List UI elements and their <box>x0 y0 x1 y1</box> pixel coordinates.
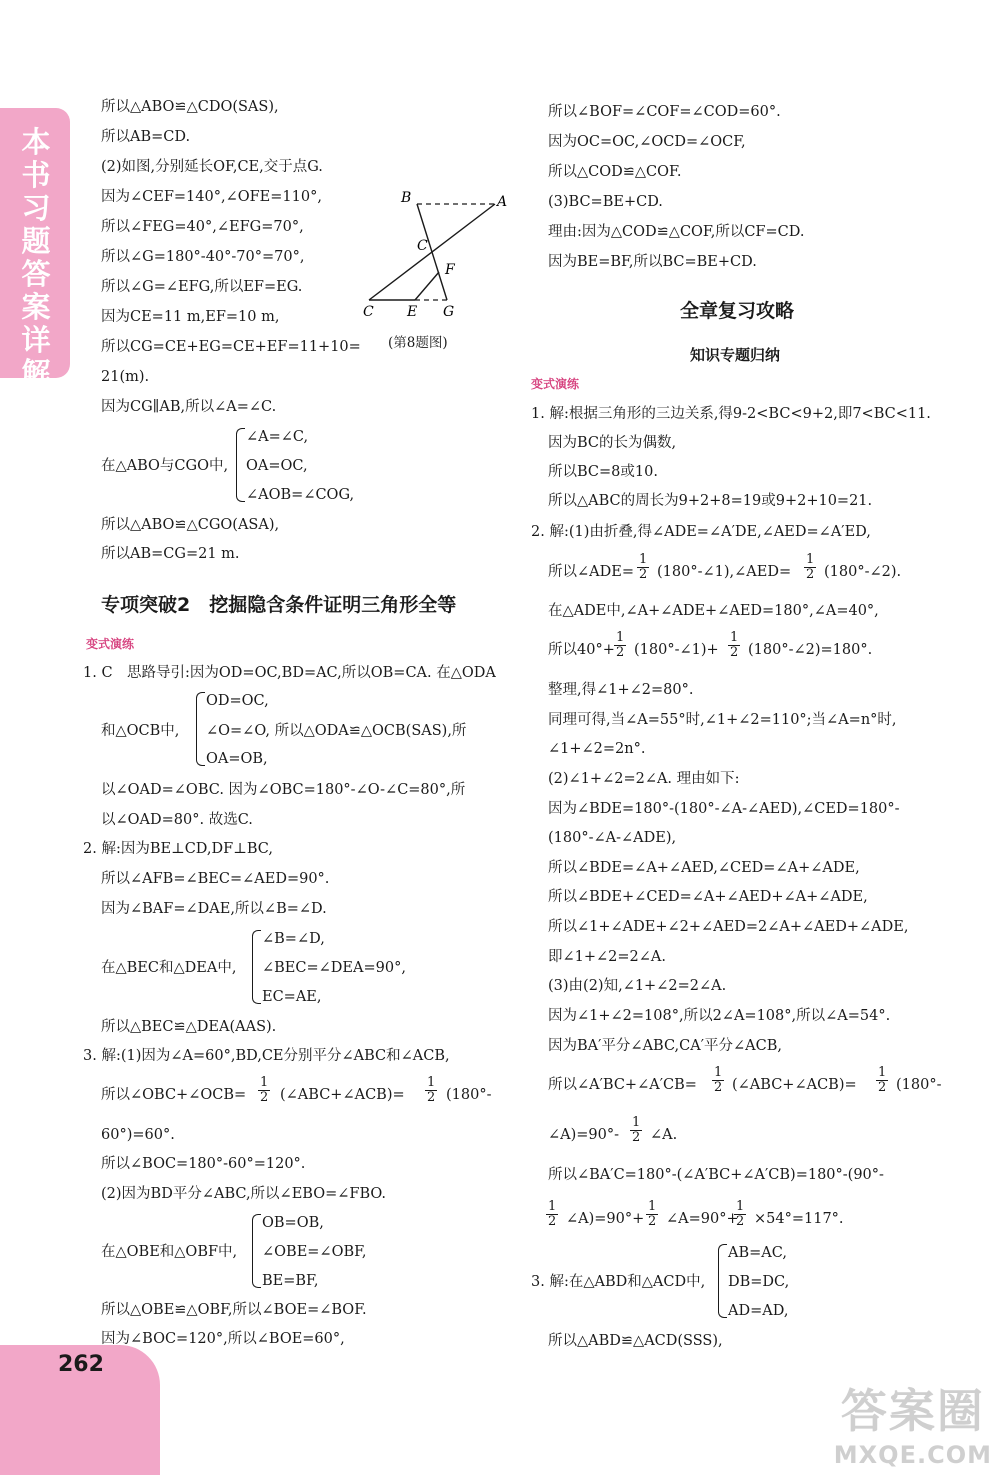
rq1-line: 因为BC的长为偶数, <box>548 435 677 451</box>
frac-den: 2 <box>632 1130 641 1145</box>
frac-num: 1 <box>648 1199 657 1214</box>
frac-num: 1 <box>427 1075 436 1090</box>
system-line: EC=AE, <box>262 989 322 1005</box>
q3-line: 因为∠BOC=120°,所以∠BOE=60°, <box>101 1331 345 1347</box>
left-line: 所以∠FEG=40°,∠EFG=70°, <box>101 219 304 235</box>
fraction-half <box>258 1076 270 1105</box>
left-line: 所以∠G=∠EFG,所以EF=EG. <box>101 279 303 295</box>
q1-line: 以∠OAD=80°. 故选C. <box>101 812 253 828</box>
left-line: 21(m). <box>101 369 150 385</box>
left-line: 所以△ABO≌△CDO(SAS), <box>101 99 279 115</box>
system-lead: 在△BEC和△DEA中, <box>101 960 237 976</box>
figure-label-b: B <box>401 190 412 206</box>
q3-line: 所以∠OBC+∠OCB= <box>101 1087 247 1103</box>
variant-tag: 变式演练 <box>86 637 135 651</box>
left-line: 因为CE=11 m,EF=10 m, <box>101 309 280 325</box>
rq2-line: 2. 解:(1)由折叠,得∠ADE=∠A′DE,∠AED=∠A′ED, <box>531 524 871 540</box>
figure-label-c: C <box>363 304 374 320</box>
rq2-line: (180°-∠2)=180°. <box>748 642 873 658</box>
q2-line: 2. 解:因为BE⊥CD,DF⊥BC, <box>83 841 273 857</box>
frac-den: 2 <box>878 1080 887 1095</box>
rq2-line: 所以∠1+∠ADE+∠2+∠AED=2∠A+∠AED+∠ADE, <box>548 919 909 935</box>
frac-den: 2 <box>616 645 625 660</box>
q1-line: 1. C 思路导引:因为OD=OC,BD=AC,所以OB=CA. 在△ODA <box>83 665 496 681</box>
figure-segment-ef <box>415 272 439 300</box>
q2-line: 所以∠AFB=∠BEC=∠AED=90°. <box>101 871 330 887</box>
brace <box>252 930 261 1004</box>
q3-line: (∠ABC+∠ACB)= <box>280 1087 405 1103</box>
rq2-line: 即∠1+∠2=2∠A. <box>548 949 667 965</box>
frac-den: 2 <box>548 1214 557 1229</box>
fraction-half <box>637 553 649 582</box>
rq2-line: 因为∠1+∠2=108°,所以2∠A=108°,所以∠A=54°. <box>548 1008 891 1024</box>
rq2-line: (180°-∠1),∠AED= <box>657 564 792 580</box>
variant-tag: 变式演练 <box>531 377 580 391</box>
system-line: BE=BF, <box>262 1273 319 1289</box>
rq2-line: ∠A=90°+ <box>666 1211 739 1227</box>
system-line: ∠B=∠D, <box>262 931 325 947</box>
frac-num: 1 <box>616 630 625 645</box>
left-line: 所以AB=CG=21 m. <box>101 546 240 562</box>
right-line: 所以∠BOF=∠COF=∠COD=60°. <box>548 104 781 120</box>
fraction-half <box>630 1116 642 1145</box>
system-line: ∠A=∠C, <box>246 429 309 445</box>
right-line: 所以△COD≌△COF. <box>548 164 682 180</box>
left-line: 所以AB=CD. <box>101 129 191 145</box>
figure-label-e: E <box>407 304 418 320</box>
page-number: 262 <box>58 1352 104 1377</box>
system-line: AB=AC, <box>728 1245 787 1261</box>
frac-num: 1 <box>730 630 739 645</box>
figure-label-f: F <box>445 262 455 278</box>
rq3-line: 所以△ABD≌△ACD(SSS), <box>548 1333 723 1349</box>
left-line: 因为CG∥AB,所以∠A=∠C. <box>101 399 277 415</box>
frac-num: 1 <box>806 552 815 567</box>
rq1-line: 1. 解:根据三角形的三边关系,得9-2<BC<9+2,即7<BC<11. <box>531 406 931 422</box>
rq2-line: 同理可得,当∠A=55°时,∠1+∠2=110°;当∠A=n°时, <box>548 712 897 728</box>
left-line: 因为∠CEF=140°,∠OFE=110°, <box>101 189 322 205</box>
side-tab <box>0 108 70 390</box>
system-line: OD=OC, <box>206 693 269 709</box>
system-line: OB=OB, <box>262 1215 324 1231</box>
fraction-half <box>425 1076 437 1105</box>
brace <box>252 1214 261 1288</box>
rq2-line: (∠ABC+∠ACB)= <box>732 1077 857 1093</box>
frac-num: 1 <box>714 1065 723 1080</box>
rq2-line: ∠A)=90°+ <box>566 1211 645 1227</box>
right-line: 因为OC=OC,∠OCD=∠OCF, <box>548 134 746 150</box>
figure-caption: (第8题图) <box>388 335 448 351</box>
fraction-half <box>614 631 626 660</box>
q3-line: 60°)=60°. <box>101 1127 175 1143</box>
figure-label-g: G <box>443 304 455 320</box>
rq2-line: (180°-∠1)+ <box>634 642 719 658</box>
rq2-line: 所以∠ADE= <box>548 564 634 580</box>
frac-den: 2 <box>427 1090 436 1105</box>
rq1-line: 所以△ABC的周长为9+2+8=19或9+2+10=21. <box>548 493 873 509</box>
frac-den: 2 <box>730 645 739 660</box>
right-line: (3)BC=BE+CD. <box>548 194 663 210</box>
q3-line: 所以∠BOC=180°-60°=120°. <box>101 1156 306 1172</box>
brace <box>236 428 245 502</box>
watermark-url: MXQE.COM <box>833 1441 992 1469</box>
q2-line: 所以△BEC≌△DEA(AAS). <box>101 1019 277 1035</box>
rq2-line: (180°- <box>896 1077 942 1093</box>
fraction-half <box>546 1200 558 1229</box>
frac-den: 2 <box>736 1214 745 1229</box>
fraction-half <box>712 1066 724 1095</box>
rq2-line: 因为∠BDE=180°-(180°-∠A-∠AED),∠CED=180°- <box>548 801 900 817</box>
watermark <box>834 1375 992 1469</box>
frac-den: 2 <box>260 1090 269 1105</box>
figure-label-c-top: C <box>417 238 428 254</box>
fraction-half <box>734 1200 746 1229</box>
chapter-title: 全章复习攻略 <box>680 300 795 322</box>
system-line: ∠AOB=∠COG, <box>246 487 355 503</box>
system-line: ∠O=∠O, 所以△ODA≌△OCB(SAS),所 <box>206 723 467 739</box>
system-line: OA=OB, <box>206 751 268 767</box>
rq2-line: ∠1+∠2=2n°. <box>548 741 646 757</box>
rq2-line: 所以∠BA′C=180°-(∠A′BC+∠A′CB)=180°-(90°- <box>548 1167 884 1183</box>
system-lead: 在△ABO与CGO中, <box>101 458 229 474</box>
rq2-line: (2)∠1+∠2=2∠A. 理由如下: <box>548 771 740 787</box>
fraction-half <box>646 1200 658 1229</box>
frac-den: 2 <box>639 567 648 582</box>
frac-num: 1 <box>632 1115 641 1130</box>
rq2-line: 所以40°+ <box>548 642 615 658</box>
rq2-line: 在△ADE中,∠A+∠ADE+∠AED=180°,∠A=40°, <box>548 603 879 619</box>
left-line: 所以∠G=180°-40°-70°=70°, <box>101 249 305 265</box>
side-tab-text: 本书习题答案详解 <box>21 125 51 390</box>
system-line: AD=AD, <box>728 1303 789 1319</box>
q3-line: 所以△OBE≌△OBF,所以∠BOE=∠BOF. <box>101 1302 367 1318</box>
frac-den: 2 <box>806 567 815 582</box>
fraction-half <box>804 553 816 582</box>
rq1-line: 所以BC=8或10. <box>548 464 658 480</box>
section2-title: 专项突破2 挖掘隐含条件证明三角形全等 <box>101 594 457 616</box>
frac-den: 2 <box>714 1080 723 1095</box>
system-line: OA=OC, <box>246 458 308 474</box>
rq2-line: ∠A)=90°- <box>548 1127 620 1143</box>
frac-num: 1 <box>548 1199 557 1214</box>
rq2-line: 所以∠BDE=∠A+∠AED,∠CED=∠A+∠ADE, <box>548 860 860 876</box>
system-line: DB=DC, <box>728 1274 790 1290</box>
rq2-line: ×54°=117°. <box>754 1211 844 1227</box>
frac-num: 1 <box>260 1075 269 1090</box>
q2-line: 因为∠BAF=∠DAE,所以∠B=∠D. <box>101 901 327 917</box>
system-lead: 3. 解:在△ABD和△ACD中, <box>531 1274 706 1290</box>
q3-line: (180°- <box>446 1087 492 1103</box>
fraction-half <box>876 1066 888 1095</box>
rq2-line: (3)由(2)知,∠1+∠2=2∠A. <box>548 978 727 994</box>
q3-line: (2)因为BD平分∠ABC,所以∠EBO=∠FBO. <box>101 1186 387 1202</box>
knowledge-title: 知识专题归纳 <box>690 346 781 364</box>
rq2-line: (180°-∠2). <box>824 564 902 580</box>
q1-line: 以∠OAD=∠OBC. 因为∠OBC=180°-∠O-∠C=80°,所 <box>101 782 466 798</box>
left-line: (2)如图,分别延长OF,CE,交于点G. <box>101 159 323 175</box>
right-line: 因为BE=BF,所以BC=BE+CD. <box>548 254 757 270</box>
rq2-line: 所以∠A′BC+∠A′CB= <box>548 1077 697 1093</box>
brace <box>718 1244 727 1318</box>
frac-den: 2 <box>648 1214 657 1229</box>
frac-num: 1 <box>878 1065 887 1080</box>
right-line: 理由:因为△COD≌△COF,所以CF=CD. <box>548 224 805 240</box>
left-line: 所以CG=CE+EG=CE+EF=11+10= <box>101 339 361 355</box>
brace <box>196 692 205 766</box>
rq2-line: 整理,得∠1+∠2=80°. <box>548 682 694 698</box>
rq2-line: (180°-∠A-∠ADE), <box>548 830 677 846</box>
system-lead: 和△OCB中, <box>101 723 180 739</box>
figure-label-a: A <box>497 194 508 210</box>
q3-line: 3. 解:(1)因为∠A=60°,BD,CE分别平分∠ABC和∠ACB, <box>83 1048 450 1064</box>
watermark-title: 答案圈 <box>840 1384 985 1438</box>
rq2-line: 因为BA′平分∠ABC,CA′平分∠ACB, <box>548 1038 782 1054</box>
rq2-line: ∠A. <box>650 1127 678 1143</box>
left-line: 所以△ABO≌△CGO(ASA), <box>101 517 280 533</box>
fraction-half <box>728 631 740 660</box>
system-line: ∠OBE=∠OBF, <box>262 1244 367 1260</box>
system-line: ∠BEC=∠DEA=90°, <box>262 960 406 976</box>
frac-num: 1 <box>639 552 648 567</box>
frac-num: 1 <box>736 1199 745 1214</box>
rq2-line: 所以∠BDE+∠CED=∠A+∠AED+∠A+∠ADE, <box>548 889 868 905</box>
system-lead: 在△OBE和△OBF中, <box>101 1244 238 1260</box>
